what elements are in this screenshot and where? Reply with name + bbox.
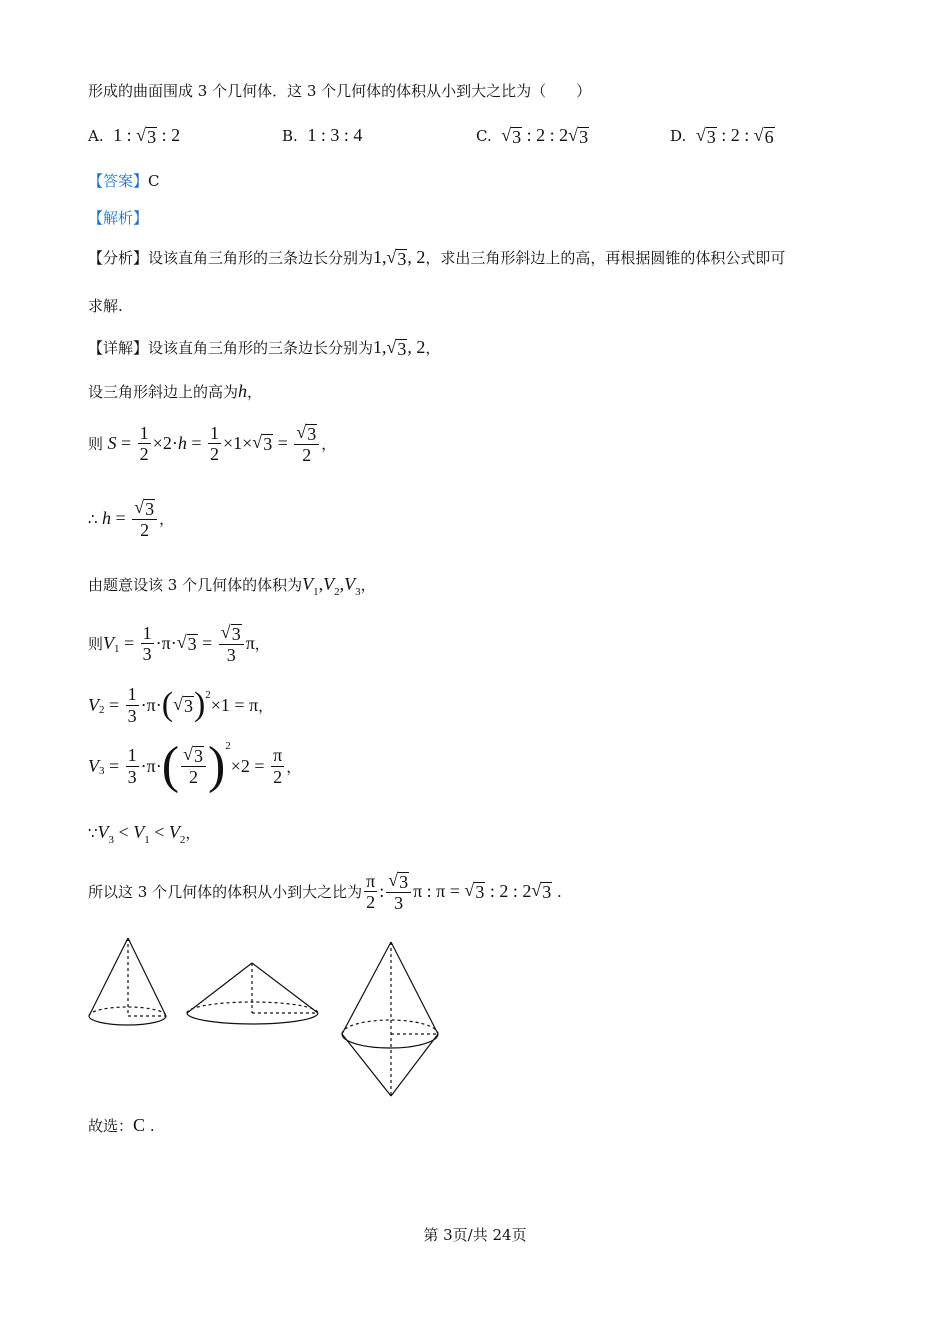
option-label: A. xyxy=(88,126,104,145)
option-label: C. xyxy=(476,126,492,145)
h-value-line xyxy=(88,497,174,541)
volumes-def-text: 由题意设该 3 个几何体的体积为 xyxy=(88,576,303,594)
analysis-tag: 【解析】 xyxy=(88,209,149,227)
order-expr: $V_3 < V_1 < V_2$ xyxy=(97,822,186,846)
cone-figure-2 xyxy=(184,958,324,1036)
volumes-def-line xyxy=(88,574,376,598)
v2-formula: V 2 = $\frac{1}{3}$ ·π· ( √ 3 ) 2 ×1 = π xyxy=(88,684,259,726)
answer-value: C xyxy=(148,171,160,190)
choose-line xyxy=(88,1115,155,1136)
xiangjie-line xyxy=(88,337,440,359)
page-footer: 第 3页/共 24页 xyxy=(423,1226,527,1244)
option-d xyxy=(670,125,775,147)
xiangjie-tag: 【详解】 xyxy=(88,339,149,358)
answer-tag: 【答案】 xyxy=(88,172,149,190)
v2-line xyxy=(88,684,273,726)
fenxi-text-2: ，求出三角形斜边上的高，再根据圆锥的体积公式即可 xyxy=(425,249,786,268)
option-d-value: √ 3 : 2 : √ 6 xyxy=(695,125,774,147)
question-stem xyxy=(88,80,591,101)
punct: ， xyxy=(425,339,441,358)
punct: . xyxy=(149,1116,155,1135)
height-def-line xyxy=(88,381,262,402)
option-a-value: 1 : √ 3 : 2 xyxy=(113,125,181,147)
v3-line xyxy=(88,737,302,794)
option-c-value: √ 3 : 2 : 2 √ 3 xyxy=(501,125,589,147)
h-symbol: h xyxy=(238,381,248,401)
punct: ， xyxy=(321,435,337,454)
conclusion-text: 所以这 3 个几何体的体积从小到大之比为 xyxy=(88,883,363,902)
punct: ， xyxy=(254,635,270,654)
fenxi-text-3: 求解. xyxy=(88,297,123,315)
option-label: D. xyxy=(670,126,687,145)
option-b-value: 1 : 3 : 4 xyxy=(307,125,363,145)
punct: ， xyxy=(360,576,376,594)
because-symbol: ∵ xyxy=(88,823,98,842)
conclusion-line xyxy=(88,870,562,914)
choose-value: C xyxy=(133,1115,146,1135)
v1-line xyxy=(88,622,270,666)
option-c xyxy=(476,125,589,147)
option-b xyxy=(282,125,362,146)
h-formula: h = √ 3 2 xyxy=(98,497,160,541)
cone-figure-1 xyxy=(84,934,174,1034)
because-line xyxy=(88,822,201,846)
xiangjie-text: 设该直角三角形的三条边长分别为 xyxy=(148,339,374,358)
option-a xyxy=(88,125,180,147)
fenxi-line-2 xyxy=(88,295,123,316)
therefore-symbol: ∴ xyxy=(88,509,98,528)
ze-text: 则 xyxy=(88,435,104,454)
area-formula-line xyxy=(88,422,336,466)
punct: ， xyxy=(185,824,201,842)
punct: ， xyxy=(258,696,274,715)
analysis-heading xyxy=(88,207,148,228)
question-stem-text: 形成的曲面围成 3 个几何体．这 3 个几何体的体积从小到大之比为（ ） xyxy=(88,82,592,100)
fenxi-tag: 【分析】 xyxy=(88,249,149,268)
v3-formula: V 3 = $\frac{1}{3}$ ·π· ( √ 3 2 ) 2 ×2 = $\frac{\pi}{2}$ xyxy=(88,737,283,794)
v1-formula: V 1 = $\frac{1}{3}$ ·π· √ 3 = √ 3 3 π xyxy=(103,622,255,665)
height-def-text: 设三角形斜边上的高为 xyxy=(88,383,239,401)
answer-line xyxy=(88,170,160,191)
ratio-expr: $\frac{\pi}{2}$ : √ 3 3 π : π = √ 3 : 2 : 2 √ 3 xyxy=(366,870,552,913)
punct: ， xyxy=(286,757,302,776)
area-formula: S = $\frac{1}{2}$ ×2· h = $\frac{1}{2}$ ×1× √ 3 = √ 3 2 xyxy=(103,422,321,466)
choose-text: 故选： xyxy=(88,1117,134,1135)
fenxi-line xyxy=(88,247,785,269)
option-label: B. xyxy=(282,126,298,145)
sides-expr: 1, √ 3 , 2 xyxy=(373,247,426,269)
ze-text: 则 xyxy=(88,635,104,654)
punct: ， xyxy=(247,383,263,401)
punct: . xyxy=(557,882,562,901)
fenxi-text: 设该直角三角形的三条边长分别为 xyxy=(148,249,374,268)
double-cone-figure xyxy=(338,938,444,1102)
sides-expr: 1, √ 3 , 2 xyxy=(373,337,426,359)
volume-symbols: $V_1,V_2,V_3$ xyxy=(302,574,361,598)
punct: ， xyxy=(159,510,175,529)
